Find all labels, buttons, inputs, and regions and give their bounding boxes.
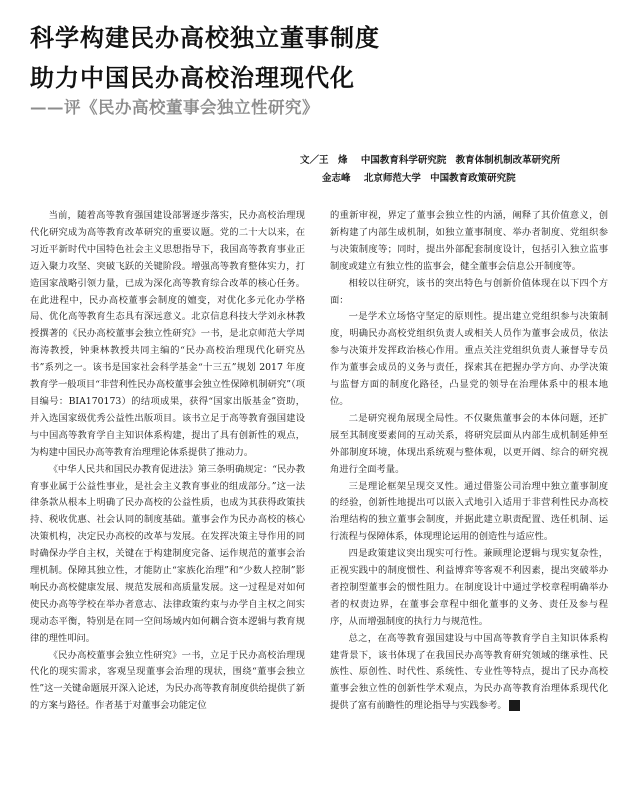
body-paragraph: 三是理论框架呈现交叉性。通过借鉴公司治理中独立董事制度的经验，创新性地提出可以嵌入式地引入适用于非营利性民办高校治理结构的独立董事会制度，并据此建立职责配置、选任机制、运行流程与保障体系，体现理论运用的创造性与适应性。 <box>330 480 608 543</box>
body-paragraph: 相较以往研究，该书的突出特色与创新价值体现在以下四个方面： <box>330 277 608 306</box>
body-paragraph: 二是研究视角展现全局性。不仅聚焦董事会的本体问题，还扩展至其制度要素间的互动关系，将研究层面从内部生成机制延伸至外部制度环境，体现出系统观与整体观，以更开阔、综合的研究视角进行全面考量。 <box>330 412 608 475</box>
body-paragraph: 一是学术立场恪守坚定的原则性。提出建立党组织参与决策制度，明确民办高校党组织负责人或相关人员作为董事会成员，依法参与决策并发挥政治核心作用。重点关注党组织负责人兼督导专员作为董事会成员的义务与责任，探索其在把握办学方向、办学决策与监督方面的制度化路径，凸显党的领导在治理体系中的根本地位。 <box>330 311 608 407</box>
body-paragraph: 《民办高校董事会独立性研究》一书，立足于民办高校治理现代化的现实需求，客观呈现董事会治理的现状，围绕“董事会独立性”这一关键命题展开深入论述，为民办高等教育制度供给提供了新的方案与路径。作者基于对董事会功能定位 <box>30 649 305 712</box>
author-affiliation: 中国教育政策研究院 <box>430 173 516 184</box>
author-row <box>300 170 620 188</box>
article-title-line-1: 科学构建民办高校独立董事制度 <box>30 24 380 52</box>
body-paragraph: 《中华人民共和国民办教育促进法》第三条明确规定：“民办教育事业属于公益性事业，是社会主义教育事业的组成部分。”这一法律条款从根本上明确了民办高校的公益性质，也成为其获得政策扶持、税收优惠、社会认同的制度基础。董事会作为民办高校的核心决策机构，决定民办高校的改革与发展。在发挥决策主导作用的同时确保办学自主权，关键在于构建制度完备、运作规范的董事会治理机制。保障其独立性，才能防止“家族化治理”和“少数人控制”影响民办高校健康发展、规范发展和高质量发展。这一过程是对如何使民办高等学校在举办者意志、法律政策约束与办学自主权之间实现动态平衡，特别是在同一空间场域内如何耦合资本逻辑与教育规律的理性叩问。 <box>30 463 305 644</box>
author-name: 王 烽 <box>319 155 348 166</box>
author-affiliation: 教育体制机制改革研究所 <box>455 155 561 166</box>
author-row <box>300 152 620 170</box>
body-paragraph <box>330 631 608 716</box>
author-name: 金志峰 <box>322 173 351 184</box>
author-affiliation: 中国教育科学研究院 <box>360 155 447 166</box>
body-paragraph: 的重新审视，界定了董事会独立性的内涵，阐释了其价值意义，创新构建了内部生成机制，如独立董事制度、举办者制度、党组织参与决策制度等；同时，提出外部配套制度设计，包括引入独立监事制度或建立有独立性的监事会，健全董事会信息公开制度等。 <box>330 210 608 272</box>
body-column-right <box>330 208 608 715</box>
author-affiliation: 北京师范大学 <box>363 173 421 184</box>
body-paragraph-text: 总之，在高等教育强国建设与中国高等教育学自主知识体系构建背景下，该书体现了在我国民办高等教育研究领域的继承性、民族性、原创性、时代性、系统性、专业性等特点，提出了民办高校董事会独立性的创新性学术观点，为民办高等教育治理体系现代化提供了富有前瞻性的理论指导与实践参考。 <box>330 632 608 712</box>
body-paragraph: 四是政策建议突出现实可行性。兼顾理论逻辑与现实复杂性，正视实践中的制度惯性、利益博弈等客观不利因素，提出突破举办者控制型董事会的惯性阻力。在制度设计中通过学校章程明确举办者的权责边界，在董事会章程中细化董事的义务、责任及参与程序，从而增强制度的执行力与规范性。 <box>330 548 608 627</box>
body-column-left <box>30 208 305 715</box>
author-prefix: 文／ <box>300 155 320 166</box>
author-block <box>300 152 620 188</box>
article-title-line-2: 助力中国民办高校治理现代化 <box>30 64 355 92</box>
article-subtitle: ——评《民办高校董事会独立性研究》 <box>30 98 319 117</box>
body-paragraph: 当前，随着高等教育强国建设部署逐步落实，民办高校治理现代化研究成为高等教育改革研究的重要议题。党的二十大以来，在习近平新时代中国特色社会主义思想指导下，我国高等教育事业正迈入聚力攻坚、突破飞跃的关键阶段。增强高等教育整体实力，打造国家战略引领力量，已成为深化高等教育综合改革的核心任务。在此进程中，民办高校董事会制度的嬗变，对优化多元化办学格局、优化高等教育生态具有深远意义。北京信息科技大学刘永林教授撰著的《民办高校董事会独立性研究》一书，是北京师范大学周海涛教授，钟秉林教授共同主编的“民办高校治理现代化研究丛书”系列之一。该书是国家社会科学基金“十三五”规划 2017 年度教育学一般项目“非营利性民办高校董事会独立性保障机制研究”（项目编号：BIA170173）的结项成果，获得“国家出版基金”资助，并入选国家级优秀公益性出版项目。该书立足于高等教育强国建设与中国高等教育学自主知识体系构建，提出了具有创新性的观点，为构建中国民办高等教育治理理论体系提供了推动力。 <box>30 210 305 458</box>
end-of-article-mark: ㊢ <box>509 700 520 711</box>
